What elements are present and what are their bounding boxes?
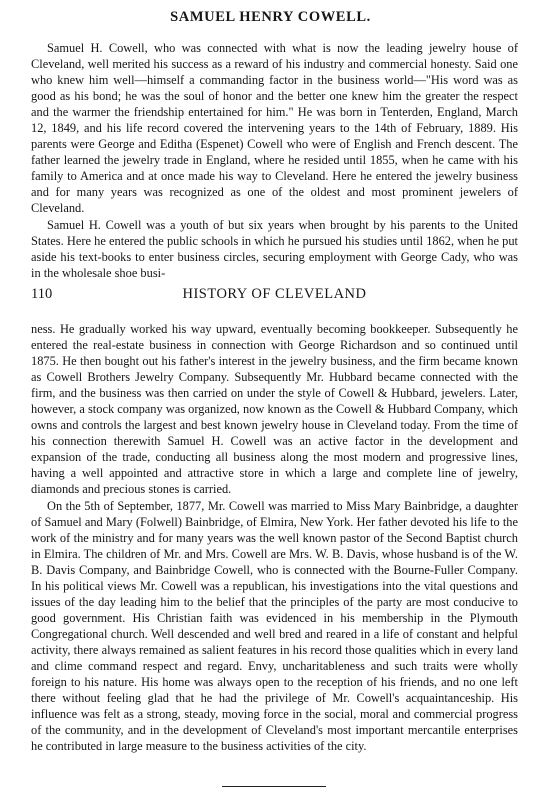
paragraph-family: On the 5th of September, 1877, Mr. Cowell was married to Miss Mary Bainbridge, a daughter of Samuel and Mary (Folwell) Bainbridge, of Elmira, New York. Her father devoted his life to the work of the ministry and for many years was the well known pastor of the Second Baptist church in Elmira. The children of Mr. and Mrs. Cowell are Mrs. W. B. Davis, whose husband is of the W. B. Davis Company, and Bainbridge Cowell, who is connected with the Bourne-Fuller Company. In his political views Mr. Cowell was a republican, his investigations into the vital questions and issues of the day leading him to the belief that the principles of the party are most conducive to good government. His Christian faith was evidenced in his membership in the Plymouth Congregational church. Well descended and well bred and reared in a life of constant and helpful activity, there always remained as salient features in his record those qualities which in every land and clime command respect and regard. Envy, uncharitableness and such traits were wholly foreign to his nature. His home was always open to the reception of his friends, and no one left there without feeling glad that he had the privilege of Mr. Cowell's acquaintanceship. His influence was felt as a strong, steady, moving force in the social, moral and commercial progress of the community, and in the development of Cleveland's most important mercantile enterprises he contributed in large measure to the business activities of the city. [31, 498, 518, 754]
running-title: HISTORY OF CLEVELAND [182, 286, 367, 302]
bottom-text-block [31, 321, 518, 754]
top-text-block [31, 40, 518, 281]
paragraph-intro: Samuel H. Cowell, who was connected with what is now the leading jewelry house of Cleveland, well merited his success as a reward of his industry and commercial honesty. Said one who knew him well—himself a commanding factor in the business world—"His word was as good as his bond; he was the soul of honor and the better one knew him the greater the respect and the warmer the friendship entertained for him." He was born in Tenterden, England, March 12, 1849, and his life record covered the intervening years to the 14th of February, 1889. His parents were George and Editha (Espenet) Cowell who were of English and French descent. The father learned the jewelry trade in England, where he resided until 1855, when he came with his family to America and at once made his way to Cleveland. Here he entered the jewelry business and for many years was recognized as one of the oldest and most prominent jewelers of Cleveland. [31, 41, 518, 216]
end-rule [222, 786, 326, 787]
page-number: 110 [31, 286, 53, 302]
running-header [31, 286, 518, 306]
article-heading: SAMUEL HENRY COWELL. [170, 9, 371, 25]
paragraph-career: ness. He gradually worked his way upward, eventually becoming bookkeeper. Subsequently he entered the real-estate business in connection with George Richardson and so continued until 1875. He then bought out his father's interest in the jewelry business, and the firm became known as Cowell Brothers Jewelry Company. Subsequently Mr. Hubbard became connected with the firm, and the business was then carried on under the style of Cowell & Hubbard, jewelers. Later, however, a stock company was organized, now known as the Cowell & Hubbard Company, which owns and controls the largest and best known jewelry house in Cleveland today. From the time of his connection therewith Samuel H. Cowell was an active factor in the development and expansion of the trade, conducting all business along the most modern and progressive lines, having a well appointed and attractive store in which a large and complete line of jewelry, diamonds and precious stones is carried. [31, 322, 518, 497]
paragraph-youth: Samuel H. Cowell was a youth of but six years when brought by his parents to the United States. Here he entered the public schools in which he pursued his studies until 1862, when he put aside his text-books to enter business circles, securing employment with George Cady, who was in the wholesale shoe busi- [31, 217, 518, 280]
